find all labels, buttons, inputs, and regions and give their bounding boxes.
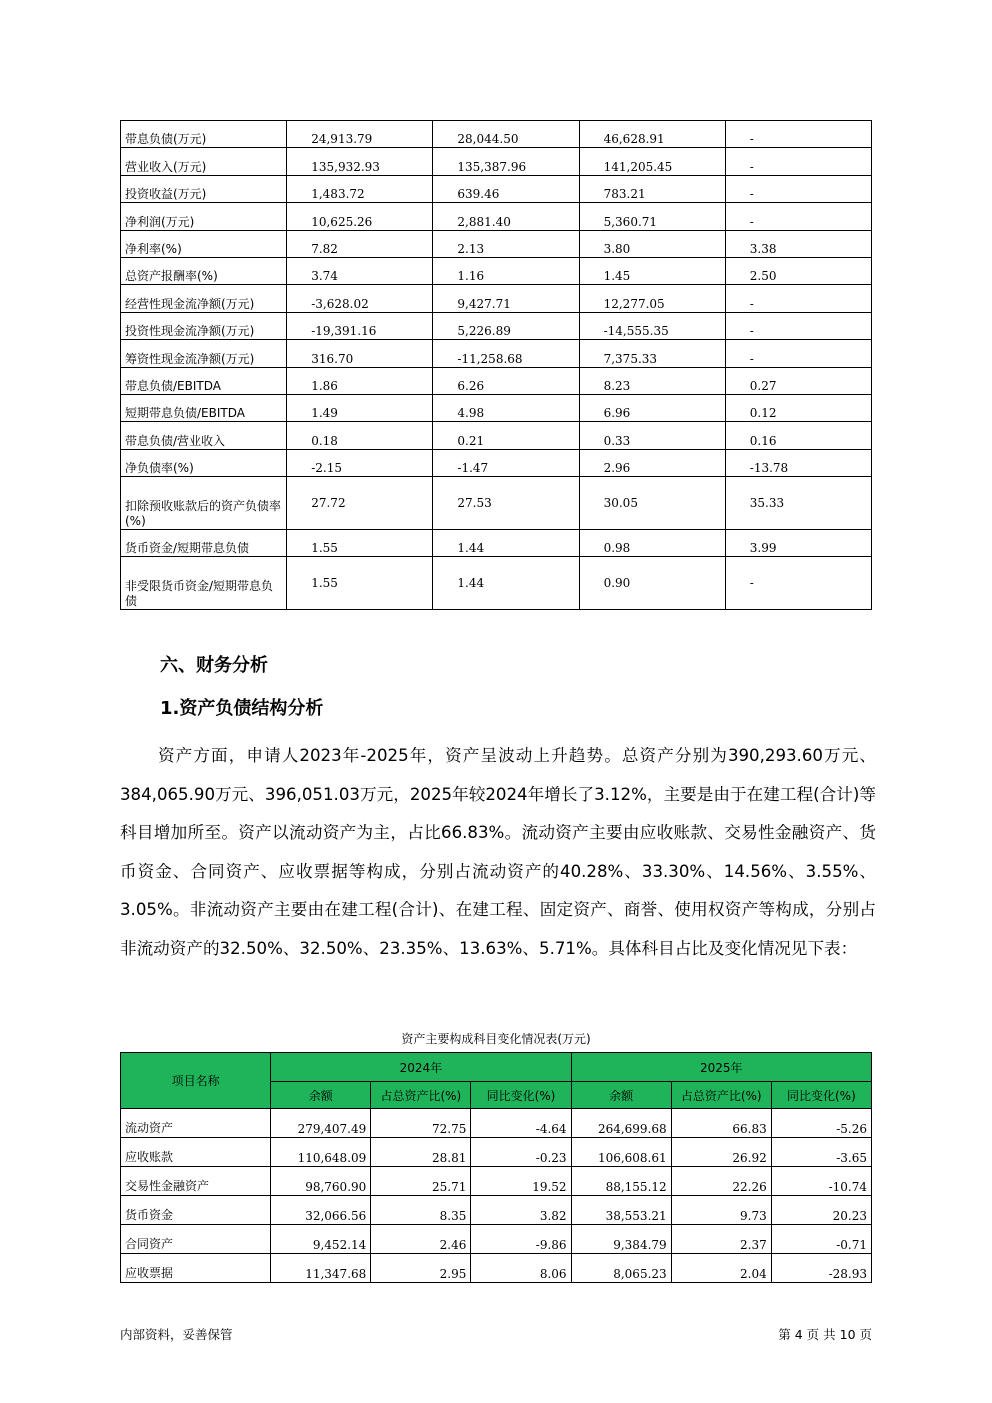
cell-value: 32,066.56 bbox=[271, 1196, 371, 1225]
table-row bbox=[121, 285, 872, 312]
cell-value: - bbox=[725, 121, 871, 148]
cell-value: 3.82 bbox=[471, 1196, 571, 1225]
table-row bbox=[121, 230, 872, 257]
cell-value: 24,913.79 bbox=[287, 121, 433, 148]
row-label: 净利率(%) bbox=[121, 230, 287, 257]
cell-value: 2.37 bbox=[671, 1225, 771, 1254]
row-label: 交易性金融资产 bbox=[121, 1167, 271, 1196]
row-label: 货币资金/短期带息负债 bbox=[121, 530, 287, 557]
row-label: 总资产报酬率(%) bbox=[121, 257, 287, 284]
row-label: 经营性现金流净额(万元) bbox=[121, 285, 287, 312]
cell-value: 9,427.71 bbox=[433, 285, 579, 312]
cell-value: 26.92 bbox=[671, 1138, 771, 1167]
cell-value: 1.45 bbox=[579, 257, 725, 284]
cell-value: 264,699.68 bbox=[571, 1109, 671, 1138]
row-label: 短期带息负债/EBITDA bbox=[121, 394, 287, 421]
table-row bbox=[121, 340, 872, 367]
cell-value: 9,452.14 bbox=[271, 1225, 371, 1254]
table-row bbox=[121, 1254, 872, 1283]
cell-value: 135,932.93 bbox=[287, 148, 433, 175]
subheader-balance: 余额 bbox=[271, 1082, 371, 1109]
cell-value: 2.46 bbox=[371, 1225, 471, 1254]
table-row bbox=[121, 1138, 872, 1167]
cell-value: 106,608.61 bbox=[571, 1138, 671, 1167]
cell-value: - bbox=[725, 148, 871, 175]
table-row bbox=[121, 1225, 872, 1254]
cell-value: 2,881.40 bbox=[433, 203, 579, 230]
row-label: 流动资产 bbox=[121, 1109, 271, 1138]
table-row bbox=[121, 312, 872, 339]
row-label: 非受限货币资金/短期带息负债 bbox=[121, 557, 287, 610]
cell-value: 9.73 bbox=[671, 1196, 771, 1225]
cell-value: 72.75 bbox=[371, 1109, 471, 1138]
row-label: 带息负债(万元) bbox=[121, 121, 287, 148]
cell-value: 1.44 bbox=[433, 530, 579, 557]
cell-value: 9,384.79 bbox=[571, 1225, 671, 1254]
cell-value: 1.44 bbox=[433, 557, 579, 610]
cell-value: -1.47 bbox=[433, 449, 579, 476]
cell-value: 0.27 bbox=[725, 367, 871, 394]
cell-value: 0.98 bbox=[579, 530, 725, 557]
cell-value: 2.13 bbox=[433, 230, 579, 257]
row-label: 应收票据 bbox=[121, 1254, 271, 1283]
cell-value: 141,205.45 bbox=[579, 148, 725, 175]
subheader-balance: 余额 bbox=[571, 1082, 671, 1109]
header-item-name: 项目名称 bbox=[121, 1053, 271, 1109]
financial-indicators-table bbox=[120, 120, 872, 610]
row-label: 货币资金 bbox=[121, 1196, 271, 1225]
cell-value: -9.86 bbox=[471, 1225, 571, 1254]
cell-value: 1.16 bbox=[433, 257, 579, 284]
subheader-ratio: 占总资产比(%) bbox=[371, 1082, 471, 1109]
cell-value: - bbox=[725, 340, 871, 367]
subheader-yoy: 同比变化(%) bbox=[471, 1082, 571, 1109]
cell-value: 6.96 bbox=[579, 394, 725, 421]
row-label: 合同资产 bbox=[121, 1225, 271, 1254]
cell-value: 7.82 bbox=[287, 230, 433, 257]
header-year-2024: 2024年 bbox=[271, 1053, 571, 1082]
cell-value: -14,555.35 bbox=[579, 312, 725, 339]
table-row bbox=[121, 422, 872, 449]
cell-value: -28.93 bbox=[771, 1254, 871, 1283]
cell-value: -3.65 bbox=[771, 1138, 871, 1167]
cell-value: 4.98 bbox=[433, 394, 579, 421]
cell-value: -3,628.02 bbox=[287, 285, 433, 312]
cell-value: 22.26 bbox=[671, 1167, 771, 1196]
cell-value: 1.86 bbox=[287, 367, 433, 394]
cell-value: 19.52 bbox=[471, 1167, 571, 1196]
cell-value: 28.81 bbox=[371, 1138, 471, 1167]
row-label: 扣除预收账款后的资产负债率(%) bbox=[121, 477, 287, 530]
table-row bbox=[121, 477, 872, 530]
cell-value: -19,391.16 bbox=[287, 312, 433, 339]
cell-value: -2.15 bbox=[287, 449, 433, 476]
table-row bbox=[121, 257, 872, 284]
row-label: 应收账款 bbox=[121, 1138, 271, 1167]
cell-value: - bbox=[725, 285, 871, 312]
cell-value: 2.95 bbox=[371, 1254, 471, 1283]
cell-value: - bbox=[725, 175, 871, 202]
footer-confidential: 内部资料，妥善保管 bbox=[120, 1327, 233, 1342]
subheader-yoy: 同比变化(%) bbox=[771, 1082, 871, 1109]
cell-value: 35.33 bbox=[725, 477, 871, 530]
cell-value: 28,044.50 bbox=[433, 121, 579, 148]
cell-value: 135,387.96 bbox=[433, 148, 579, 175]
cell-value: 0.21 bbox=[433, 422, 579, 449]
cell-value: 0.18 bbox=[287, 422, 433, 449]
cell-value: 8.06 bbox=[471, 1254, 571, 1283]
cell-value: 88,155.12 bbox=[571, 1167, 671, 1196]
cell-value: 783.21 bbox=[579, 175, 725, 202]
table-row bbox=[121, 1109, 872, 1138]
cell-value: -10.74 bbox=[771, 1167, 871, 1196]
table-row bbox=[121, 148, 872, 175]
analysis-paragraph: 资产方面，申请人2023年-2025年，资产呈波动上升趋势。总资产分别为390,293.60万元、384,065.90万元、396,051.03万元，2025年较2024年增长了3.12%，主要是由于在建工程(合计)等科目增加所至。资产以流动资产为主，占比66.83%。流动资产主要由应收账款、交易性金融资产、货币资金、合同资产、应收票据等构成，分别占流动资产的40.28%、33.30%、14.56%、3.55%、3.05%。非流动资产主要由在建工程(合计)、在建工程、固定资产、商誉、使用权资产等构成，分别占非流动资产的32.50%、32.50%、23.35%、13.63%、5.71%。具体科目占比及变化情况见下表： bbox=[120, 746, 876, 958]
cell-value: 11,347.68 bbox=[271, 1254, 371, 1283]
cell-value: -13.78 bbox=[725, 449, 871, 476]
footer-page-number: 第 4 页 共 10 页 bbox=[778, 1327, 872, 1342]
subsection-heading: 1.资产负债结构分析 bbox=[160, 698, 324, 719]
table-row bbox=[121, 121, 872, 148]
cell-value: -0.23 bbox=[471, 1138, 571, 1167]
table-row bbox=[121, 530, 872, 557]
cell-value: 20.23 bbox=[771, 1196, 871, 1225]
cell-value: 5,226.89 bbox=[433, 312, 579, 339]
table-caption: 资产主要构成科目变化情况表(万元) bbox=[401, 1032, 591, 1046]
row-label: 投资性现金流净额(万元) bbox=[121, 312, 287, 339]
cell-value: 12,277.05 bbox=[579, 285, 725, 312]
cell-value: 3.38 bbox=[725, 230, 871, 257]
cell-value: - bbox=[725, 312, 871, 339]
cell-value: 8.23 bbox=[579, 367, 725, 394]
cell-value: 0.16 bbox=[725, 422, 871, 449]
cell-value: 2.96 bbox=[579, 449, 725, 476]
section-heading: 六、财务分析 bbox=[160, 655, 268, 676]
cell-value: 0.33 bbox=[579, 422, 725, 449]
asset-composition-table bbox=[120, 1052, 872, 1283]
cell-value: 46,628.91 bbox=[579, 121, 725, 148]
cell-value: 30.05 bbox=[579, 477, 725, 530]
cell-value: 110,648.09 bbox=[271, 1138, 371, 1167]
cell-value: 1,483.72 bbox=[287, 175, 433, 202]
row-label: 营业收入(万元) bbox=[121, 148, 287, 175]
cell-value: 8,065.23 bbox=[571, 1254, 671, 1283]
table-row bbox=[121, 557, 872, 610]
row-label: 筹资性现金流净额(万元) bbox=[121, 340, 287, 367]
cell-value: 3.74 bbox=[287, 257, 433, 284]
cell-value: 639.46 bbox=[433, 175, 579, 202]
table-row bbox=[121, 367, 872, 394]
cell-value: 3.80 bbox=[579, 230, 725, 257]
cell-value: 0.90 bbox=[579, 557, 725, 610]
table-row bbox=[121, 394, 872, 421]
header-year-2025: 2025年 bbox=[571, 1053, 871, 1082]
table-row bbox=[121, 175, 872, 202]
cell-value: 38,553.21 bbox=[571, 1196, 671, 1225]
cell-value: 2.50 bbox=[725, 257, 871, 284]
cell-value: 279,407.49 bbox=[271, 1109, 371, 1138]
cell-value: 66.83 bbox=[671, 1109, 771, 1138]
cell-value: -5.26 bbox=[771, 1109, 871, 1138]
row-label: 投资收益(万元) bbox=[121, 175, 287, 202]
cell-value: 7,375.33 bbox=[579, 340, 725, 367]
table-row bbox=[121, 203, 872, 230]
row-label: 带息负债/EBITDA bbox=[121, 367, 287, 394]
cell-value: -11,258.68 bbox=[433, 340, 579, 367]
cell-value: 1.55 bbox=[287, 530, 433, 557]
cell-value: 2.04 bbox=[671, 1254, 771, 1283]
cell-value: 0.12 bbox=[725, 394, 871, 421]
cell-value: 3.99 bbox=[725, 530, 871, 557]
row-label: 净负债率(%) bbox=[121, 449, 287, 476]
table-row bbox=[121, 449, 872, 476]
cell-value: 10,625.26 bbox=[287, 203, 433, 230]
cell-value: 98,760.90 bbox=[271, 1167, 371, 1196]
cell-value: 25.71 bbox=[371, 1167, 471, 1196]
cell-value: 8.35 bbox=[371, 1196, 471, 1225]
table-row bbox=[121, 1167, 872, 1196]
cell-value: 5,360.71 bbox=[579, 203, 725, 230]
subheader-ratio: 占总资产比(%) bbox=[671, 1082, 771, 1109]
cell-value: 1.55 bbox=[287, 557, 433, 610]
cell-value: 27.72 bbox=[287, 477, 433, 530]
table-row bbox=[121, 1196, 872, 1225]
cell-value: 27.53 bbox=[433, 477, 579, 530]
cell-value: 1.49 bbox=[287, 394, 433, 421]
cell-value: - bbox=[725, 203, 871, 230]
row-label: 带息负债/营业收入 bbox=[121, 422, 287, 449]
cell-value: - bbox=[725, 557, 871, 610]
cell-value: 316.70 bbox=[287, 340, 433, 367]
cell-value: 6.26 bbox=[433, 367, 579, 394]
cell-value: -4.64 bbox=[471, 1109, 571, 1138]
cell-value: -0.71 bbox=[771, 1225, 871, 1254]
row-label: 净利润(万元) bbox=[121, 203, 287, 230]
